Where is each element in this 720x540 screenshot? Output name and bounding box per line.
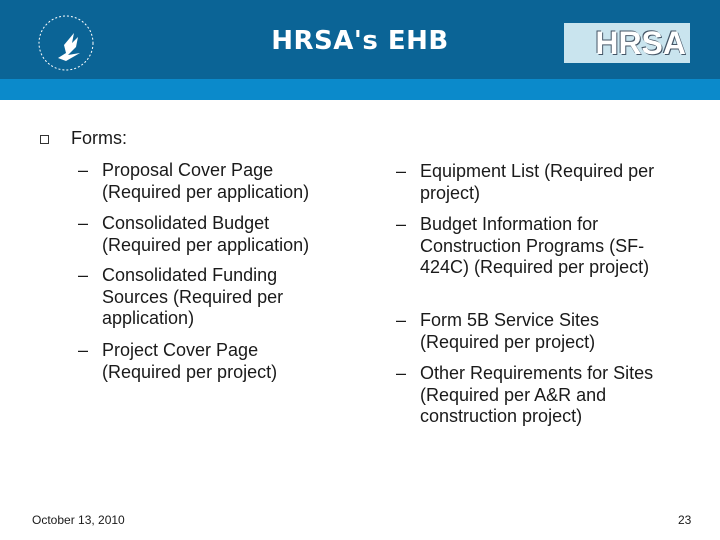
list-item: – Equipment List (Required per project) [396, 161, 655, 203]
list-item: – Other Requirements for Sites (Required per A&R and construction project) [396, 363, 654, 426]
list-item: – Proposal Cover Page (Required per application) [78, 160, 310, 202]
forms-heading: Forms: [71, 128, 127, 148]
list-item: – Consolidated Funding Sources (Required per application) [78, 265, 284, 328]
list-item: – Form 5B Service Sites (Required per project) [396, 310, 600, 352]
page-number: 23 [678, 513, 692, 527]
list-item: – Consolidated Budget (Required per application) [78, 213, 310, 255]
header-band [0, 79, 720, 100]
slide-title: HRSA's EHB [271, 26, 449, 56]
footer-date: October 13, 2010 [32, 513, 125, 527]
list-item: – Project Cover Page (Required per project) [78, 340, 278, 382]
list-item: – Budget Information for Construction Programs (SF-424C) (Required per project) [396, 214, 650, 277]
hrsa-logo: HRSA [564, 23, 690, 63]
bullet-icon [40, 135, 49, 144]
